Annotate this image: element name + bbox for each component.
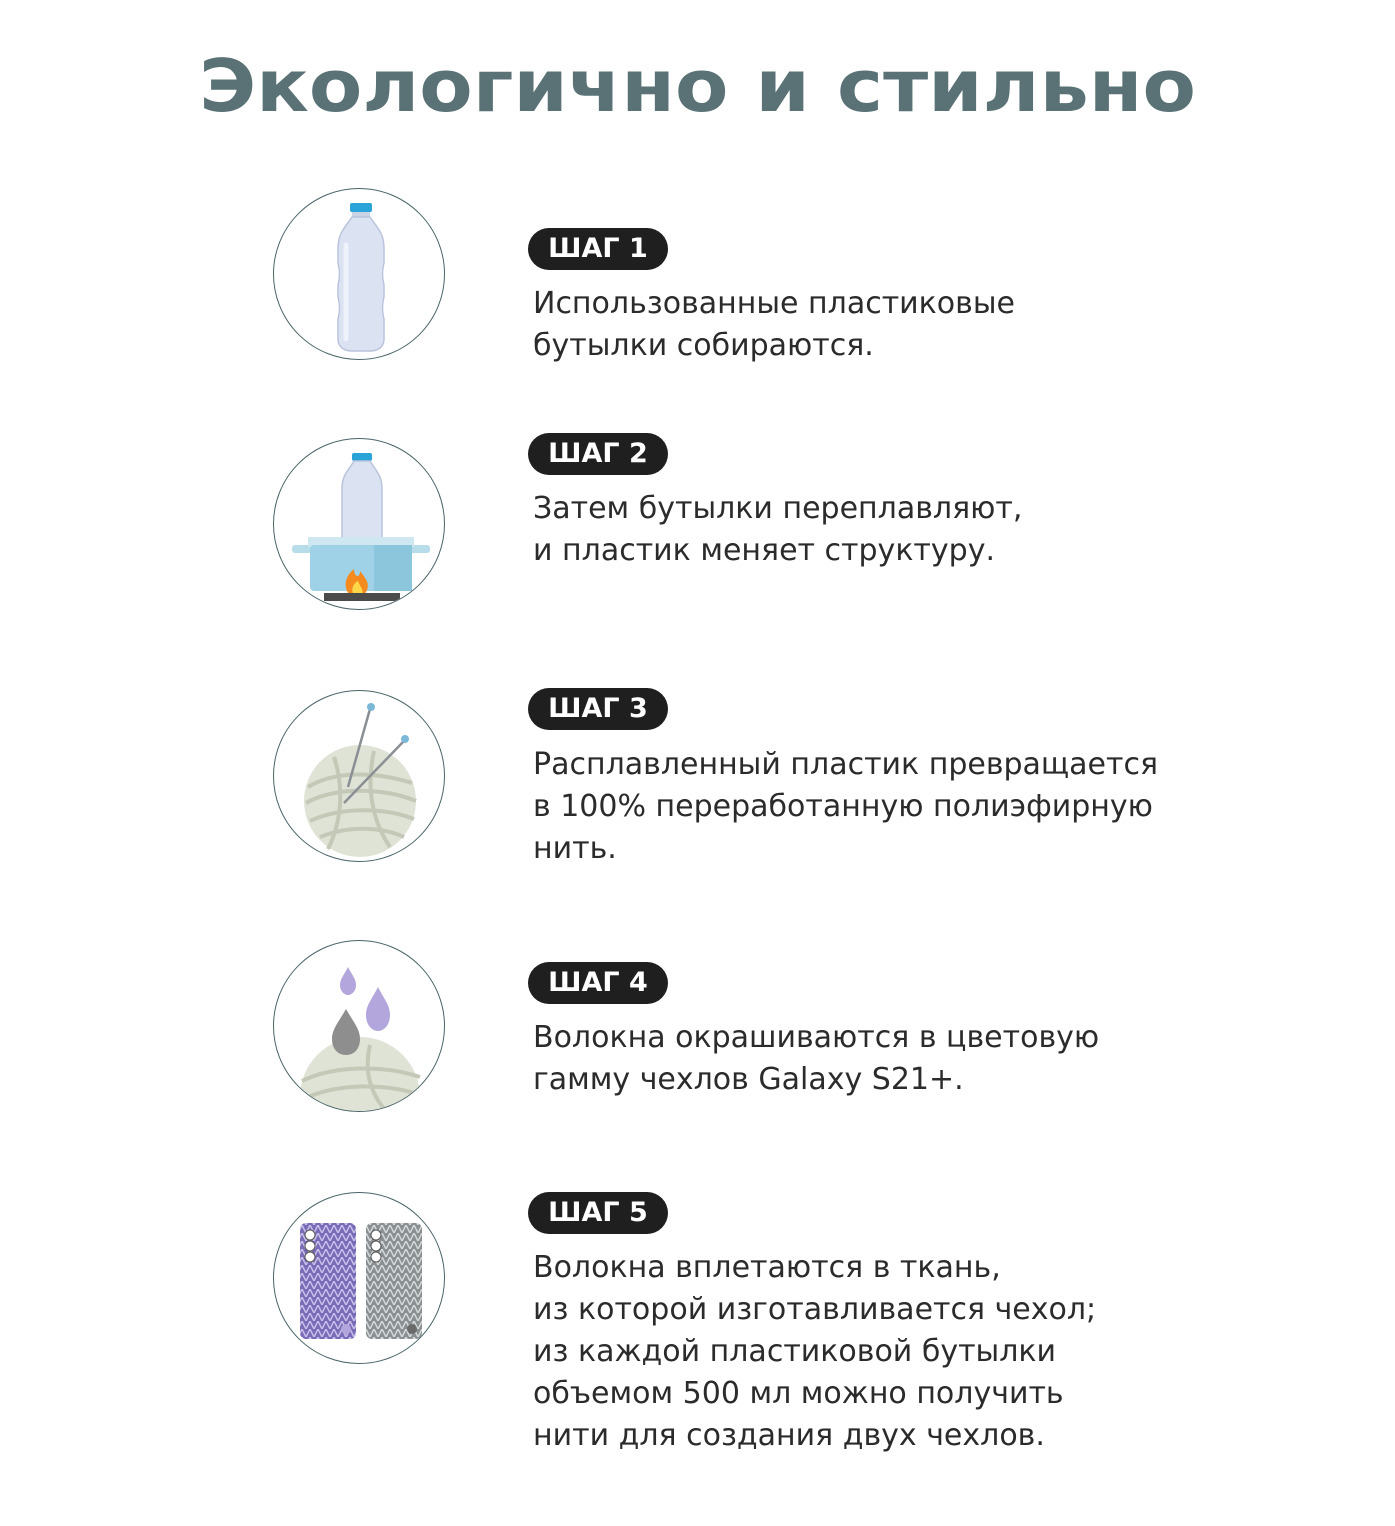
yarn-ball-icon	[274, 691, 445, 862]
step-3-icon-circle	[273, 690, 445, 862]
phone-cases-icon	[274, 1193, 445, 1364]
step-4-badge: ШАГ 4	[528, 962, 668, 1004]
step-3-badge: ШАГ 3	[528, 688, 668, 730]
step-2-description: Затем бутылки переплавляют, и пластик меняет структуру.	[533, 491, 1023, 568]
step-4-icon-circle	[273, 940, 445, 1112]
plastic-bottle-icon	[274, 189, 445, 360]
step-1-icon-circle	[273, 188, 445, 360]
step-2-badge: ШАГ 2	[528, 433, 668, 475]
step-2-icon-circle	[273, 438, 445, 610]
step-5-description: Волокна вплетаются в ткань, из которой изготавливается чехол; из каждой пластиковой бутылки объемом 500 мл можно получить нити для создания двух чехлов.	[533, 1250, 1097, 1453]
dye-drops-icon	[274, 941, 445, 1112]
step-1-badge: ШАГ 1	[528, 228, 668, 270]
step-5-icon-circle	[273, 1192, 445, 1364]
step-5-badge: ШАГ 5	[528, 1192, 668, 1234]
step-1-description: Использованные пластиковые бутылки собираются.	[533, 286, 1015, 363]
page-title: Экологично и стильно	[199, 44, 1196, 128]
step-3-description: Расплавленный пластик превращается в 100% переработанную полиэфирную нить.	[533, 747, 1159, 866]
step-4-description: Волокна окрашиваются в цветовую гамму чехлов Galaxy S21+.	[533, 1020, 1100, 1097]
melting-pot-icon	[274, 439, 445, 610]
